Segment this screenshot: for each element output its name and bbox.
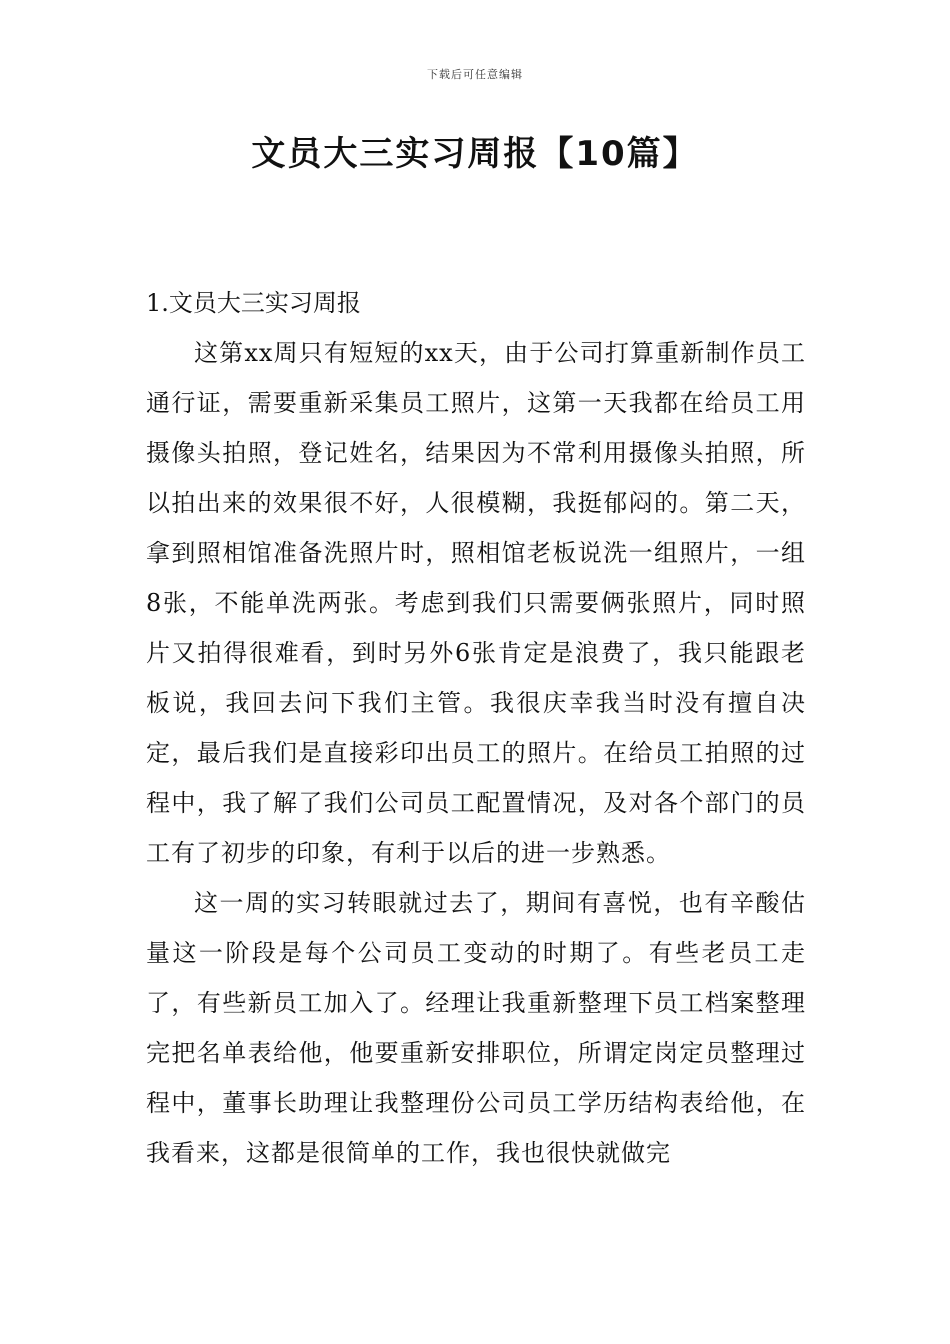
document-title: 文员大三实习周报【10篇】: [251, 134, 699, 174]
paragraph-2: 这一周的实习转眼就过去了，期间有喜悦，也有辛酸估量这一阶段是每个公司员工变动的时期了。有些老员工走了，有些新员工加入了。经理让我重新整理下员工档案整理完把名单表给他，他要重新安排职位，所谓定岗定员整理过程中，董事长助理让我整理份公司员工学历结构表给他，在我看来，这都是很简单的工作，我也很快就做完: [146, 889, 806, 1167]
paragraph-1: 这第xx周只有短短的xx天，由于公司打算重新制作员工通行证，需要重新采集员工照片，这第一天我都在给员工用摄像头拍照，登记姓名，结果因为不常利用摄像头拍照，所以拍出来的效果很不好，人很模糊，我挺郁闷的。第二天，拿到照相馆准备洗照片时，照相馆老板说洗一组照片，一组8张，不能单洗两张。考虑到我们只需要俩张照片，同时照片又拍得很难看，到时另外6张肯定是浪费了，我只能跟老板说，我回去问下我们主管。我很庆幸我当时没有擅自决定，最后我们是直接彩印出员工的照片。在给员工拍照的过程中，我了解了我们公司员工配置情况，及对各个部门的员工有了初步的印象，有利于以后的进一步熟悉。: [146, 339, 806, 867]
document-body: [146, 278, 806, 1178]
section-heading: 1.文员大三实习周报: [146, 289, 361, 317]
header-note: 下载后可任意编辑: [427, 68, 523, 81]
